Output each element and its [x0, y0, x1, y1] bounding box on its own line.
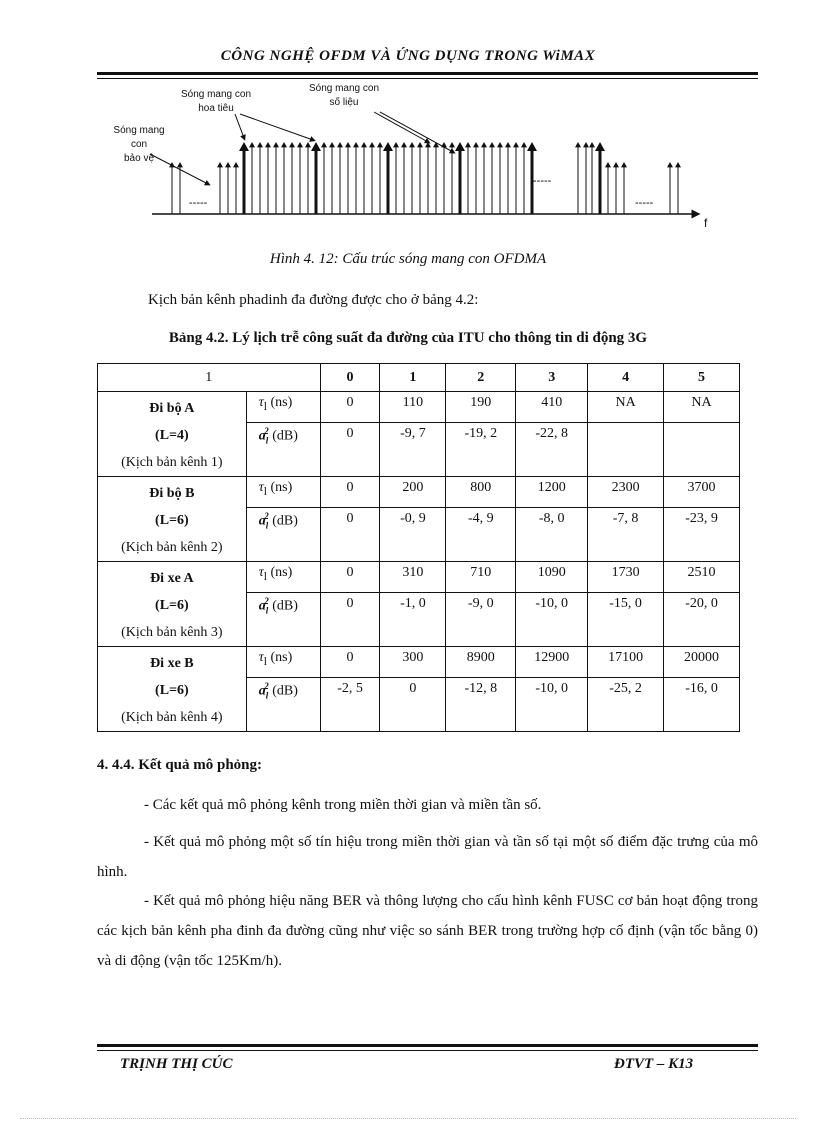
arrow-head [667, 162, 673, 167]
power-cell: -15, 0 [588, 593, 664, 647]
arrow-head [513, 142, 519, 147]
pilot-subcarrier-label: Sóng mang con hoa tiêu [180, 89, 252, 114]
arrow-head [361, 142, 367, 147]
footer-rule-thin [97, 1050, 758, 1051]
power-cell: -25, 2 [588, 678, 664, 732]
power-cell: 0 [320, 508, 380, 562]
header-cell: 1 [380, 364, 446, 392]
table-header-row [98, 364, 740, 392]
data-subcarrier-label: Sóng mang con số liệu [308, 83, 380, 108]
power-label: $a_l^2$ (dB) [246, 508, 320, 562]
delay-cell: 410 [516, 392, 588, 423]
table-row [98, 477, 740, 508]
delay-cell: 1090 [516, 562, 588, 593]
power-label: $a_l^2$ (dB) [246, 593, 320, 647]
pilot-pointer-2 [240, 114, 313, 140]
subcarrier-arrows [169, 142, 681, 214]
delay-cell: NA [588, 392, 664, 423]
arrow-head [417, 142, 423, 147]
delay-cell: 12900 [516, 647, 588, 678]
arrow-head [239, 142, 249, 151]
frequency-axis-label: f [704, 216, 708, 230]
power-cell: -9, 0 [446, 593, 516, 647]
scenario-label: (Kịch bản kênh 3) [121, 625, 223, 640]
delay-cell: 710 [446, 562, 516, 593]
scenario-cell [98, 562, 247, 647]
table-row [98, 647, 740, 678]
gap-dashes-left: ----- [189, 197, 208, 209]
section-heading: 4. 4.4. Kết quả mô phỏng: [97, 757, 263, 773]
arrow-head [621, 162, 627, 167]
delay-cell: 0 [320, 477, 380, 508]
table-row [98, 392, 740, 423]
arrow-head [297, 142, 303, 147]
power-cell: 0 [320, 593, 380, 647]
arrow-head [383, 142, 393, 151]
gap-dashes-right: ----- [635, 197, 654, 209]
arrow-head [233, 162, 239, 167]
delay-cell: 0 [320, 647, 380, 678]
delay-label: $\tau_l$ (ns) [246, 477, 320, 508]
power-cell: -9, 7 [380, 423, 446, 477]
table-row [98, 562, 740, 593]
footer-rule-thick [97, 1044, 758, 1047]
power-cell: -8, 0 [516, 508, 588, 562]
arrow-head [497, 142, 503, 147]
arrow-head [589, 142, 595, 147]
header-rule-thin [97, 78, 758, 79]
gap-dashes-middle: ----- [533, 175, 552, 187]
arrow-head [481, 142, 487, 147]
arrow-head [329, 142, 335, 147]
header-cell: 0 [320, 364, 380, 392]
scenario-cell [98, 477, 247, 562]
arrow-head [377, 142, 383, 147]
arrow-head [353, 142, 359, 147]
page-header-title: CÔNG NGHỆ OFDM VÀ ỨNG DỤNG TRONG WiMAX [220, 48, 596, 64]
arrow-head [401, 142, 407, 147]
power-cell: -16, 0 [664, 678, 740, 732]
scenario-name: Đi xe A [150, 571, 194, 586]
arrow-head [605, 162, 611, 167]
delay-cell: 1200 [516, 477, 588, 508]
arrow-head [225, 162, 231, 167]
multipath-delay-table [97, 363, 740, 732]
scenario-paths: (L=4) [155, 428, 189, 443]
delay-cell: 17100 [588, 647, 664, 678]
arrow-head [305, 142, 311, 147]
header-cell: 1 [98, 364, 321, 392]
page-edge [20, 1118, 796, 1119]
power-label: $a_l^2$ (dB) [246, 678, 320, 732]
arrow-head [505, 142, 511, 147]
delay-label: $\tau_l$ (ns) [246, 562, 320, 593]
data-pointer-1 [374, 112, 428, 142]
table-title: Bảng 4.2. Lý lịch trễ công suất đa đường của ITU cho thông tin di động 3G [168, 330, 648, 346]
arrow-head [595, 142, 605, 151]
arrow-head [345, 142, 351, 147]
arrow-head [449, 142, 455, 147]
power-cell: -4, 9 [446, 508, 516, 562]
delay-cell: 190 [446, 392, 516, 423]
delay-cell: 20000 [664, 647, 740, 678]
power-cell: 0 [380, 678, 446, 732]
delay-cell: 8900 [446, 647, 516, 678]
scenario-name: Đi bộ A [149, 401, 195, 416]
figure-caption: Hình 4. 12: Cấu trúc sóng mang con OFDMA [269, 251, 547, 267]
delay-cell: 110 [380, 392, 446, 423]
arrow-head [311, 142, 321, 151]
delay-cell: 2300 [588, 477, 664, 508]
scenario-name: Đi xe B [150, 656, 194, 671]
scenario-cell [98, 647, 247, 732]
power-cell: -22, 8 [516, 423, 588, 477]
guard-subcarrier-label: Sóng mang con bảo vệ [113, 125, 165, 164]
arrow-head [369, 142, 375, 147]
delay-cell: 800 [446, 477, 516, 508]
delay-cell: 0 [320, 392, 380, 423]
delay-cell: 3700 [664, 477, 740, 508]
scenario-label: (Kịch bản kênh 2) [121, 540, 223, 555]
power-cell [664, 423, 740, 477]
pilot-pointer-1 [235, 114, 244, 138]
header-cell: 3 [516, 364, 588, 392]
power-cell: -1, 0 [380, 593, 446, 647]
scenario-label: (Kịch bản kênh 4) [121, 710, 223, 725]
power-cell: -19, 2 [446, 423, 516, 477]
arrow-head [273, 142, 279, 147]
arrow-head [217, 162, 223, 167]
delay-cell: 2510 [664, 562, 740, 593]
arrow-head [425, 142, 431, 147]
delay-label: $\tau_l$ (ns) [246, 647, 320, 678]
arrow-head [583, 142, 589, 147]
footer-author: TRỊNH THỊ CÚC [120, 1056, 233, 1072]
arrow-head [455, 142, 465, 151]
arrow-head [489, 142, 495, 147]
power-cell: -20, 0 [664, 593, 740, 647]
footer-class: ĐTVT – K13 [614, 1056, 694, 1072]
delay-cell: 300 [380, 647, 446, 678]
arrow-head [521, 142, 527, 147]
power-cell: -23, 9 [664, 508, 740, 562]
arrow-head [321, 142, 327, 147]
header-rule-thick [97, 72, 758, 75]
arrow-head [465, 142, 471, 147]
header-cell: 4 [588, 364, 664, 392]
power-cell: -12, 8 [446, 678, 516, 732]
power-cell: -0, 9 [380, 508, 446, 562]
bullet-item: - Kết quả mô phỏng một số tín hiệu trong miền thời gian và tần số tại một số điểm đặc trưng của mô hình. [97, 834, 758, 880]
arrow-head [409, 142, 415, 147]
arrow-head [281, 142, 287, 147]
delay-cell: 310 [380, 562, 446, 593]
delay-cell: NA [664, 392, 740, 423]
scenario-paths: (L=6) [155, 598, 189, 613]
power-cell: -10, 0 [516, 593, 588, 647]
arrow-head [393, 142, 399, 147]
bullet-item: - Kết quả mô phỏng hiệu năng BER và thông lượng cho cấu hình kênh FUSC cơ bản hoạt động trong các kịch bản kênh pha đinh đa đường cũng như việc so sánh BER trong trường hợp cố định (vận tốc bằng 0) và di động (vận tốc 125Km/h). [97, 893, 758, 969]
delay-cell: 200 [380, 477, 446, 508]
arrow-head [337, 142, 343, 147]
arrow-head [265, 142, 271, 147]
bullet-item: - Các kết quả mô phỏng kênh trong miền thời gian và miền tần số. [144, 797, 542, 813]
power-label: $a_l^2$ (dB) [246, 423, 320, 477]
arrow-head [249, 142, 255, 147]
arrow-head [675, 162, 681, 167]
power-cell: -7, 8 [588, 508, 664, 562]
delay-cell: 0 [320, 562, 380, 593]
power-cell: -10, 0 [516, 678, 588, 732]
arrow-head [473, 142, 479, 147]
delay-label: $\tau_l$ (ns) [246, 392, 320, 423]
scenario-paths: (L=6) [155, 683, 189, 698]
header-cell: 2 [446, 364, 516, 392]
arrow-head [527, 142, 537, 151]
delay-cell: 1730 [588, 562, 664, 593]
scenario-paths: (L=6) [155, 513, 189, 528]
header-cell: 5 [664, 364, 740, 392]
arrow-head [177, 162, 183, 167]
arrow-head [613, 162, 619, 167]
arrow-head [575, 142, 581, 147]
ofdma-subcarrier-figure [100, 80, 720, 240]
scenario-label: (Kịch bản kênh 1) [121, 455, 223, 470]
scenario-name: Đi bộ B [149, 486, 195, 501]
intro-paragraph: Kịch bản kênh phadinh đa đường được cho ở bảng 4.2: [148, 292, 479, 308]
power-cell: -2, 5 [320, 678, 380, 732]
scenario-cell [98, 392, 247, 477]
power-cell [588, 423, 664, 477]
arrow-head [257, 142, 263, 147]
arrow-head [289, 142, 295, 147]
power-cell: 0 [320, 423, 380, 477]
data-pointer-2 [380, 112, 453, 152]
